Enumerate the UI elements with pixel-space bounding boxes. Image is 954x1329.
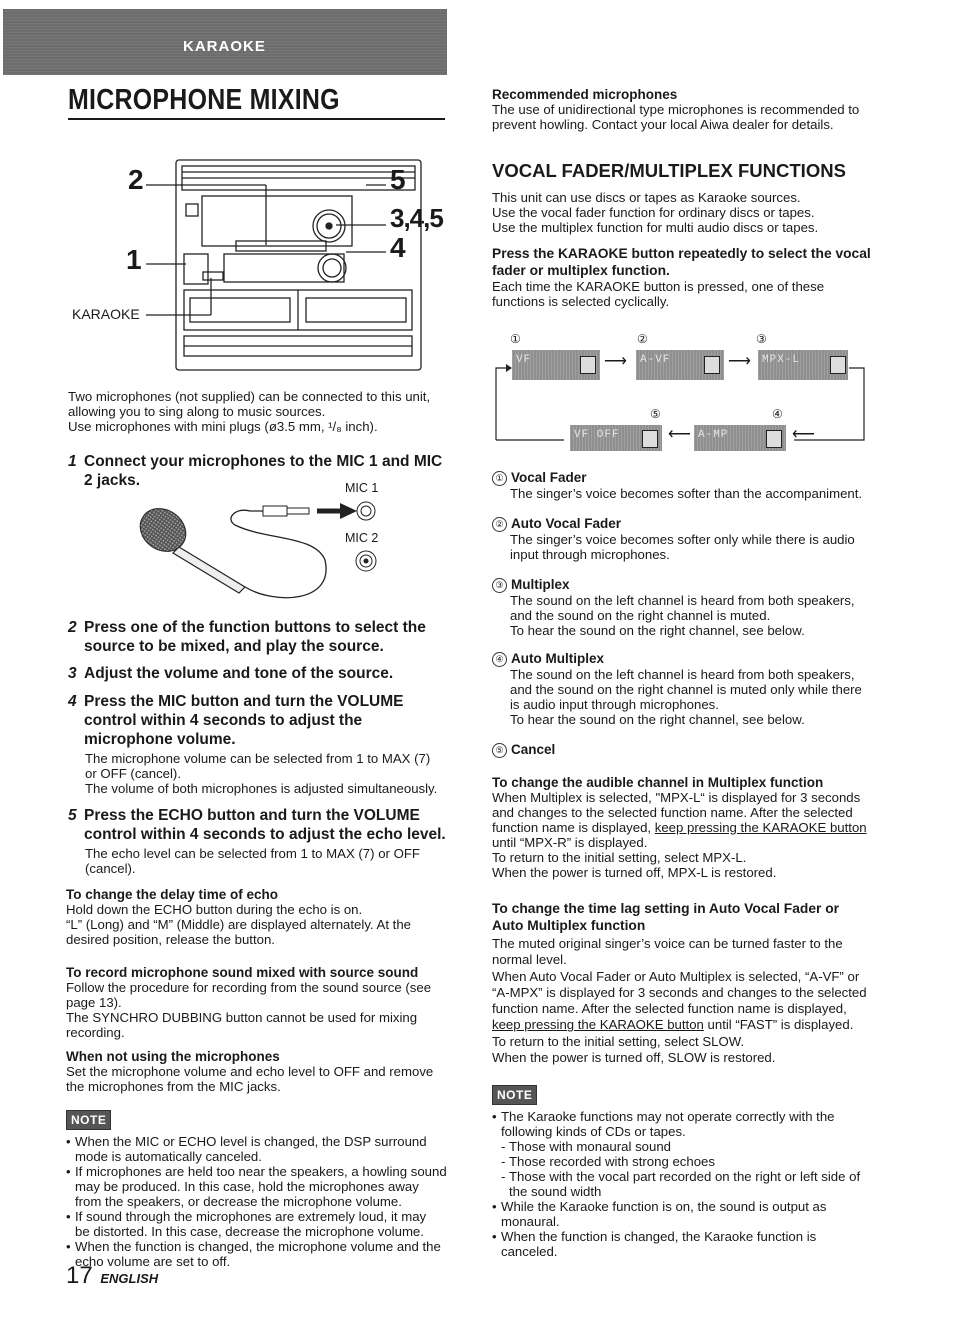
subsection-heading: When not using the microphones	[66, 1049, 280, 1064]
step-title: control within 4 seconds to adjust the	[84, 712, 363, 729]
mic1-label: MIC 1	[345, 481, 379, 495]
note-badge-left	[66, 1110, 111, 1130]
body-line: “L” (Long) and “M” (Middle) are displayed alternately. At the	[66, 917, 411, 932]
section-banner	[3, 9, 447, 75]
step-title: Adjust the volume and tone of the source.	[84, 665, 394, 682]
step-number: 5	[68, 807, 77, 824]
body-line: The microphone volume can be selected from 1 to MAX (7)	[85, 751, 431, 766]
subsection-heading: To change the audible channel in Multiplex function	[492, 775, 824, 790]
body-line: functions is selected cyclically.	[492, 294, 670, 309]
body-line: When the power is turned off, MPX-L is restored.	[492, 865, 777, 880]
callout-1: 1	[126, 244, 142, 275]
arrow-left-icon: ⟵	[668, 426, 691, 443]
body-line: When the power is turned off, SLOW is restored.	[492, 1050, 776, 1066]
mode-auto-vocal-fader	[492, 516, 874, 562]
callout-3-4-5: 3,4,5	[390, 203, 443, 233]
arrow-left-icon: ⟵	[792, 426, 815, 443]
body-line: “A-MPX” is displayed for 3 seconds and changes to the selected	[492, 984, 867, 1000]
body-line: or OFF (cancel).	[85, 766, 181, 781]
body-line: and the sound on the right channel is muted only while there	[510, 682, 862, 697]
body-line: input through microphones.	[510, 547, 670, 562]
sequence-number: ③	[756, 332, 767, 346]
body-line: and the sound on the right channel is muted.	[510, 608, 771, 623]
vocal-fader-heading: VOCAL FADER/MULTIPLEX FUNCTIONS	[492, 160, 846, 181]
heading-line: Press the KARAOKE button repeatedly to select the vocal	[492, 246, 871, 261]
body-line: When Multiplex is selected, "MPX-L“ is displayed for 3 seconds	[492, 790, 861, 805]
sequence-number: ②	[637, 332, 648, 346]
mode-name: Multiplex	[511, 577, 570, 592]
display-multiplex	[758, 350, 848, 380]
display-auto-multiplex	[694, 425, 786, 451]
record-section	[66, 965, 448, 1040]
step-4-body	[85, 751, 449, 796]
display-text: VF	[516, 354, 532, 366]
language-label: ENGLISH	[100, 1271, 159, 1286]
body-line: The singer’s voice becomes softer only while there is audio	[510, 532, 855, 547]
time-lag-body	[492, 936, 874, 1066]
body-line: Each time the KARAOKE button is pressed, one of these	[492, 279, 825, 294]
body-line: keep pressing the KARAOKE button until “FAST” is displayed.	[492, 1017, 854, 1033]
mode-name: Auto Vocal Fader	[511, 516, 622, 531]
karaoke-indicator-icon	[704, 356, 720, 374]
note-badge-right	[492, 1085, 537, 1105]
mode-cancel	[492, 742, 874, 758]
body-line: function name is displayed, keep pressing the KARAOKE button	[492, 820, 867, 835]
section-label: KARAOKE	[183, 38, 266, 55]
page-footer	[66, 1262, 159, 1289]
note-list-right	[492, 1109, 874, 1259]
step-number: 2	[68, 619, 77, 636]
body-line: (cancel).	[85, 861, 136, 876]
heading-line: To change the time lag setting in Auto Vocal Fader or	[492, 901, 840, 916]
body-line: When Auto Vocal Fader or Auto Multiplex is selected, “A-VF” or	[492, 968, 860, 984]
body-line: To return to the initial setting, select SLOW.	[492, 1033, 745, 1049]
body-line: The volume of both microphones is adjusted simultaneously.	[85, 781, 438, 796]
note-subitem: - Those recorded with strong echoes	[492, 1154, 874, 1169]
body-line: Follow the procedure for recording from the sound source (see	[66, 980, 432, 995]
subsection-heading: To record microphone sound mixed with source sound	[66, 965, 419, 980]
body-line: The muted original singer’s voice can be turned faster to the	[492, 936, 843, 951]
body-line: To hear the sound on the right channel, see below.	[510, 623, 805, 638]
mode-vocal-fader	[492, 470, 874, 501]
karaoke-indicator-icon	[766, 430, 782, 448]
microphone-illustration	[135, 495, 385, 605]
audible-channel-section	[492, 775, 874, 880]
mode-name: Cancel	[511, 742, 556, 757]
sequence-number: ①	[510, 332, 521, 346]
not-using-section	[66, 1049, 448, 1094]
body-line: The use of unidirectional type microphones is recommended to	[492, 102, 860, 117]
mode-auto-multiplex	[492, 651, 874, 727]
karaoke-indicator-icon	[830, 356, 846, 374]
body-line: The SYNCHRO DUBBING button cannot be used for mixing	[66, 1010, 418, 1025]
delay-section	[66, 887, 448, 947]
note-item: • When the MIC or ECHO level is changed, the DSP surround mode is automatically canceled.	[66, 1134, 448, 1164]
body-line: prevent howling. Contact your local Aiwa dealer for details.	[492, 117, 834, 132]
body-line: The singer’s voice becomes softer than the accompaniment.	[510, 486, 863, 501]
body-line: the microphones from the MIC jacks.	[66, 1079, 281, 1094]
subsection-heading: Recommended microphones	[492, 87, 678, 102]
body-line: To hear the sound on the right channel, see below.	[510, 712, 805, 727]
mode-number: ⑤	[492, 743, 507, 758]
heading-line: fader or multiplex function.	[492, 263, 670, 278]
body-line: The echo level can be selected from 1 to MAX (7) or OFF	[85, 846, 420, 861]
sequence-number: ⑤	[650, 407, 661, 421]
display-vocal-fader	[512, 350, 600, 380]
note-item: • The Karaoke functions may not operate correctly with the following kinds of CDs or tapes.	[492, 1109, 874, 1139]
function-cycle-diagram	[494, 328, 869, 448]
time-lag-heading	[492, 900, 874, 934]
body-line: Use the multiplex function for multi audio discs or tapes.	[492, 220, 819, 235]
press-karaoke-body	[492, 279, 874, 309]
sequence-number: ④	[772, 407, 783, 421]
step-2	[68, 618, 448, 656]
display-text: VF OFF	[574, 429, 620, 441]
step-5	[68, 806, 448, 844]
body-line: Use the vocal fader function for ordinary discs or tapes.	[492, 205, 815, 220]
note-item: • If sound through the microphones are extremely loud, it may be distorted. In this case, decrease the microphone volume.	[66, 1209, 448, 1239]
body-line: page 13).	[66, 995, 122, 1010]
step-title: source to be mixed, and play the source.	[84, 638, 384, 655]
mode-number: ①	[492, 471, 507, 486]
note-list-left	[66, 1134, 448, 1269]
intro-line: Two microphones (not supplied) can be connected to this unit,	[68, 389, 431, 404]
note-item: • If microphones are held too near the speakers, a howling sound may be produced. In this case, hold the microphones away from the speakers, or decrease the microphone volume.	[66, 1164, 448, 1209]
note-badge: NOTE	[66, 1110, 111, 1130]
display-text: MPX-L	[762, 354, 801, 366]
step-title: Press the ECHO button and turn the VOLUME	[84, 807, 420, 824]
intro-line: Use microphones with mini plugs (ø3.5 mm, ¹/₈ inch).	[68, 419, 378, 434]
karaoke-indicator-icon	[642, 430, 658, 448]
callout-5: 5	[390, 164, 406, 195]
arrow-right-icon: ⟶	[728, 353, 751, 370]
mic2-label: MIC 2	[345, 531, 379, 545]
heading-line: Auto Multiplex function	[492, 918, 646, 933]
step-3	[68, 664, 448, 683]
mode-multiplex	[492, 577, 874, 638]
body-line: desired position, release the button.	[66, 932, 275, 947]
step-number: 1	[68, 453, 77, 470]
step-title: control within 4 seconds to adjust the echo level.	[84, 826, 446, 843]
note-item: • While the Karaoke function is on, the sound is output as monaural.	[492, 1199, 874, 1229]
step-title: Press the MIC button and turn the VOLUME	[84, 693, 404, 710]
step-title: Press one of the function buttons to select the	[84, 619, 426, 636]
karaoke-indicator-icon	[580, 356, 596, 374]
body-line: The sound on the left channel is heard from both speakers,	[510, 667, 855, 682]
body-line: Hold down the ECHO button during the echo is on.	[66, 902, 363, 917]
intro-line: allowing you to sing along to music sources.	[68, 404, 326, 419]
step-5-body	[85, 846, 449, 876]
step-4	[68, 692, 448, 749]
display-text: A-VF	[640, 354, 671, 366]
body-line: The sound on the left channel is heard from both speakers,	[510, 593, 855, 608]
page-number: 17	[66, 1262, 93, 1289]
recommended-section	[492, 87, 874, 132]
vocal-intro	[492, 190, 874, 235]
press-karaoke-heading	[492, 245, 874, 279]
body-line: This unit can use discs or tapes as Karaoke sources.	[492, 190, 801, 205]
note-item: • When the function is changed, the microphone volume and the echo volume are set to off.	[66, 1239, 448, 1269]
body-line: is audio input through microphones.	[510, 697, 719, 712]
note-item: • When the function is changed, the Karaoke function is canceled.	[492, 1229, 874, 1259]
step-title: Connect your microphones to the MIC 1 and MIC	[84, 453, 443, 470]
display-auto-vocal-fader	[636, 350, 724, 380]
body-line: function name. After the selected function name is displayed,	[492, 1001, 847, 1017]
body-line: until “MPX-R” is displayed.	[492, 835, 648, 850]
step-title: microphone volume.	[84, 731, 236, 748]
body-line: recording.	[66, 1025, 125, 1040]
title-rule	[68, 118, 445, 120]
subsection-heading: To change the delay time of echo	[66, 887, 279, 902]
note-subitem: - Those with the vocal part recorded on the right or left side of the sound width	[492, 1169, 874, 1199]
display-text: A-MP	[698, 429, 729, 441]
step-1	[68, 452, 448, 490]
arrow-right-icon: ⟶	[604, 353, 627, 370]
body-line: normal level.	[492, 952, 567, 968]
mode-name: Vocal Fader	[511, 470, 587, 485]
display-cancel	[570, 425, 662, 451]
step-title: 2 jacks.	[84, 472, 141, 489]
step-number: 4	[68, 693, 77, 710]
step-number: 3	[68, 665, 77, 682]
callout-4: 4	[390, 232, 406, 263]
note-badge: NOTE	[492, 1085, 537, 1105]
page-title: MICROPHONE MIXING	[68, 84, 340, 116]
body-line: Set the microphone volume and echo level to OFF and remove	[66, 1064, 434, 1079]
karaoke-button-label: KARAOKE	[72, 306, 140, 322]
mode-number: ④	[492, 652, 507, 667]
body-line: and changes to the selected function name. After the selected	[492, 805, 853, 820]
body-line: To return to the initial setting, select MPX-L.	[492, 850, 747, 865]
intro-text	[68, 389, 448, 434]
mode-number: ③	[492, 578, 507, 593]
mode-name: Auto Multiplex	[511, 651, 604, 666]
callout-2: 2	[128, 164, 144, 195]
mode-number: ②	[492, 517, 507, 532]
note-subitem: - Those with monaural sound	[492, 1139, 874, 1154]
